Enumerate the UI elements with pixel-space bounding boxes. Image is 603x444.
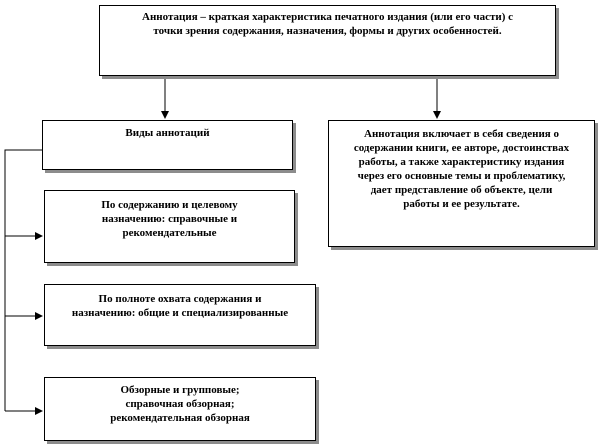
review-types-box <box>44 377 316 441</box>
types-branch-spine <box>5 150 42 411</box>
by-completeness-line: По полноте охвата содержания и <box>98 293 262 305</box>
definition-line: Аннотация – краткая характеристика печатного издания (или его части) с <box>142 11 513 23</box>
includes-line: содержании книги, ее авторе, достоинствах <box>353 142 570 154</box>
review-types-line: справочная обзорная; <box>125 398 235 410</box>
includes-line: Аннотация включает в себя сведения о <box>364 128 559 140</box>
includes-line: работы и ее результате. <box>403 198 520 210</box>
review-types-line: рекомендательная обзорная <box>110 412 250 424</box>
includes-line: дает представление об объекте, цели <box>370 184 553 196</box>
annotation-includes-box <box>328 120 595 247</box>
annotation-types-title: Виды аннотаций <box>125 127 210 139</box>
by-content-line: По содержанию и целевому <box>101 199 238 211</box>
by-content-line: назначению: справочные и <box>101 213 238 225</box>
by-completeness-box <box>44 284 316 346</box>
by-completeness-line: назначению: общие и специализированные <box>71 307 289 319</box>
by-content-box <box>44 190 295 263</box>
by-content-line: рекомендательные <box>122 227 217 239</box>
includes-line: работы, а также характеристику издания <box>358 156 565 168</box>
definition-box <box>99 5 556 76</box>
includes-line: через его основные темы и проблематику, <box>357 170 566 182</box>
review-types-line: Обзорные и групповые; <box>120 384 240 396</box>
definition-line: точки зрения содержания, назначения, формы и других особенностей. <box>153 25 502 37</box>
annotation-types-box <box>42 120 293 170</box>
